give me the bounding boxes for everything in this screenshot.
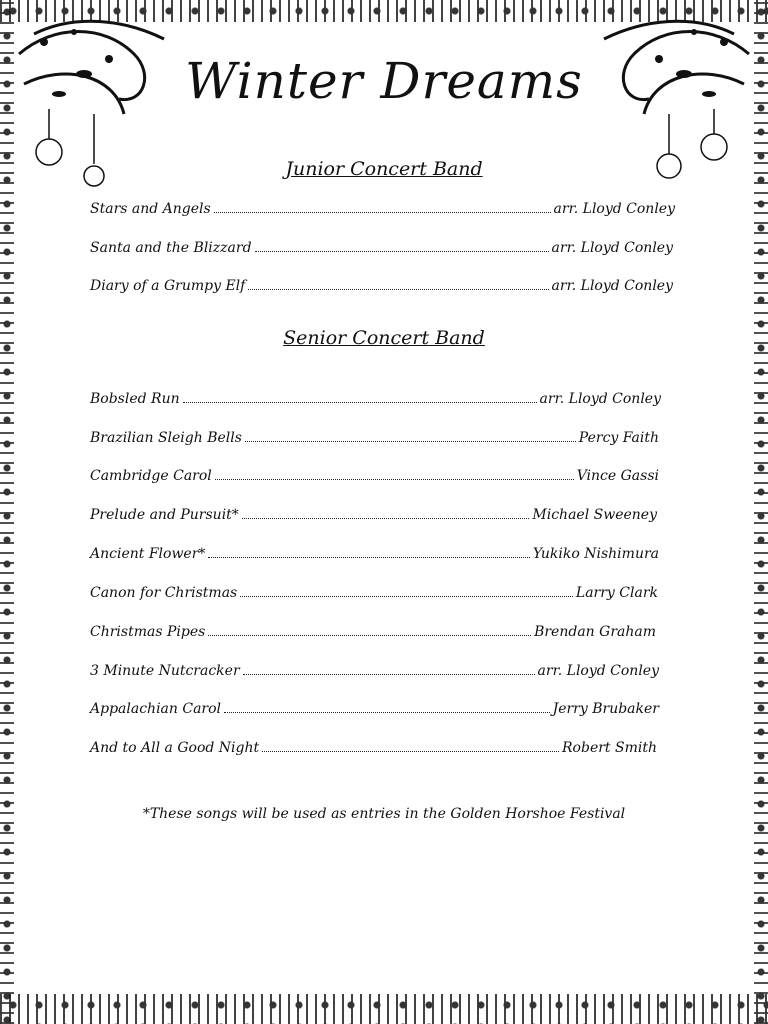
piece-title: Stars and Angels [90, 201, 211, 217]
piece-title: Ancient Flower* [90, 546, 206, 562]
piece-composer: Larry Clark [575, 585, 658, 601]
piece-composer: Michael Sweeney [532, 507, 657, 523]
program-row [90, 701, 659, 721]
program-row [90, 507, 657, 527]
dot-leader [262, 741, 559, 752]
dot-leader [248, 279, 548, 290]
program-row [90, 468, 659, 488]
program-row [90, 624, 656, 644]
dot-leader [242, 508, 530, 519]
piece-composer: Brendan Graham [534, 624, 656, 640]
program-row [90, 546, 659, 566]
dot-leader [255, 241, 549, 252]
senior-band-heading: Senior Concert Band [283, 327, 485, 349]
decorative-border-right [754, 0, 768, 1024]
piece-title: Appalachian Carol [90, 701, 222, 717]
program-row [90, 278, 673, 298]
footnote: *These songs will be used as entries in the Golden Horshoe Festival [142, 806, 626, 822]
piece-composer: arr. Lloyd Conley [553, 201, 675, 217]
piece-composer: Yukiko Nishimura [532, 546, 659, 562]
dot-leader [214, 202, 551, 213]
decorative-border-bottom [0, 994, 768, 1024]
program-row [90, 201, 675, 221]
program-row [90, 240, 673, 260]
piece-title: Santa and the Blizzard [90, 240, 252, 256]
piece-composer: Jerry Brubaker [552, 701, 659, 717]
piece-composer: Vince Gassi [576, 468, 659, 484]
piece-title: Christmas Pipes [90, 624, 206, 640]
dot-leader [215, 469, 574, 480]
program-row [90, 585, 658, 605]
piece-title: Bobsled Run [90, 391, 180, 407]
program-row [90, 430, 659, 450]
page-title: Winter Dreams [185, 52, 583, 110]
piece-title: Brazilian Sleigh Bells [90, 430, 242, 446]
junior-band-heading: Junior Concert Band [285, 158, 483, 180]
dot-leader [208, 547, 529, 558]
piece-composer: Robert Smith [562, 740, 657, 756]
piece-composer: arr. Lloyd Conley [551, 278, 673, 294]
dot-leader [245, 431, 576, 442]
decorative-border-left [0, 0, 14, 1024]
piece-title: Diary of a Grumpy Elf [90, 278, 246, 294]
piece-composer: Percy Faith [578, 430, 659, 446]
program-row [90, 740, 657, 760]
program-row [90, 663, 659, 683]
piece-title: Cambridge Carol [90, 468, 212, 484]
program-row [90, 391, 661, 411]
piece-title: And to All a Good Night [90, 740, 260, 756]
piece-composer: arr. Lloyd Conley [539, 391, 661, 407]
dot-leader [243, 664, 535, 675]
piece-title: 3 Minute Nutcracker [90, 663, 240, 679]
piece-title: Canon for Christmas [90, 585, 238, 601]
piece-composer: arr. Lloyd Conley [537, 663, 659, 679]
piece-composer: arr. Lloyd Conley [551, 240, 673, 256]
dot-leader [208, 625, 531, 636]
dot-leader [224, 702, 550, 713]
dot-leader [183, 392, 537, 403]
piece-title: Prelude and Pursuit* [90, 507, 239, 523]
dot-leader [240, 586, 573, 597]
